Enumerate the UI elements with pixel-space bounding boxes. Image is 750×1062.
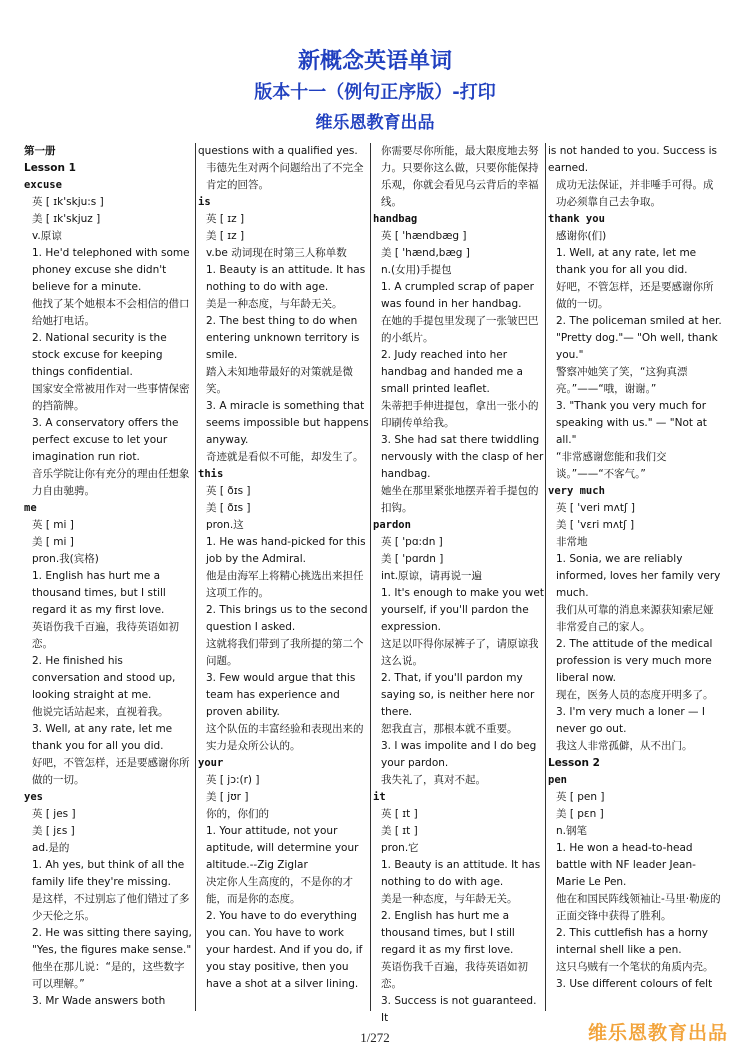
entry-line: 美 [ ɪt ] (381, 825, 418, 837)
entry-line: 英 [ jɔ:(r) ] (206, 774, 260, 786)
entry-line: 2. National security is the stock excuse for keeping things confidential. (32, 332, 167, 378)
entry-line: 1. English has hurt me a thousand times, but I still regard it as my first love. (32, 570, 166, 616)
entry-line: 我这人非常孤僻，从不出门。 (556, 740, 693, 752)
entry-line: 2. The attitude of the medical profession is very much more liberal now. (556, 638, 713, 684)
entry-line: 我失礼了，真对不起。 (381, 774, 486, 786)
entry-line: 好吧，不管怎样，还是要感谢你所做的一切。 (32, 757, 190, 786)
vocab-word: pardon (373, 519, 411, 531)
entry-line: 是这样，不过别忘了他们错过了多少天伦之乐。 (32, 893, 190, 922)
vocab-word: me (24, 502, 37, 514)
entry-line: 他是由海军上将精心挑选出来担任这项工作的。 (206, 570, 364, 599)
entry-line: 1. A crumpled scrap of paper was found in her handbag. (381, 281, 534, 310)
entry-line: 3. I was impolite and I do beg your pardon. (381, 740, 537, 769)
entry-line: 音乐学院让你有充分的理由任想象力自由驰骋。 (32, 468, 190, 497)
column-divider (370, 143, 371, 1011)
entry-line: 他在和国民阵线领袖让-马里·勒庞的正面交锋中获得了胜利。 (556, 893, 721, 922)
entry-line: 2. Judy reached into her handbag and handed me a small printed leaflet. (381, 349, 523, 395)
entry-line: n.钢笔 (556, 825, 587, 837)
entry-line: 英语伤我千百遍，我待英语如初恋。 (32, 621, 179, 650)
section-heading: Lesson 2 (548, 757, 600, 769)
entry-line: 美 [ ɪz ] (206, 230, 245, 242)
entry-line: 这只乌贼有一个笔状的角质内壳。 (556, 961, 714, 973)
entry-line: 现在，医务人员的态度开明多了。 (556, 689, 714, 701)
entry-line: ad.是的 (32, 842, 70, 854)
entry-line: 1. Beauty is an attitude. It has nothing to do with age. (381, 859, 541, 888)
entry-line: 好吧，不管怎样，还是要感谢你所做的一切。 (556, 281, 714, 310)
entry-line: 3. I'm very much a loner — I never go out. (556, 706, 705, 735)
entry-line: 美 [ jɛs ] (32, 825, 75, 837)
entry-line: pron.我(宾格) (32, 553, 99, 565)
entry-line: 1. He was hand-picked for this job by the Admiral. (206, 536, 366, 565)
entry-line: 他找了某个她根本不会相信的借口给她打电话。 (32, 298, 190, 327)
entry-line: 警察冲她笑了笑，“这狗真漂亮。”——“哦，谢谢。” (556, 366, 688, 395)
section-heading: Lesson 1 (24, 162, 76, 174)
entry-line: 美是一种态度，与年龄无关。 (206, 298, 343, 310)
entry-line: 英 [ 'hændbæg ] (381, 230, 467, 242)
document-subtitle: 版本十一（例句正序版）-打印 (254, 82, 496, 103)
entry-line: 她坐在那里紧张地摆弄着手提包的扣钩。 (381, 485, 539, 514)
entry-line: 非常地 (556, 536, 588, 548)
entry-line: 2. The best thing to do when entering unknown territory is smile. (206, 315, 360, 361)
entry-line: 2. The policeman smiled at her. "Pretty dog."— "Oh well, thank you." (556, 315, 722, 361)
entry-line: 3. Mr Wade answers both (32, 995, 166, 1007)
entry-line: 3. Well, at any rate, let me thank you for all you did. (32, 723, 173, 752)
entry-line: 英 [ jes ] (32, 808, 76, 820)
column-4 (548, 143, 722, 1013)
entry-line: 2. He finished his conversation and stood up, looking straight at me. (32, 655, 176, 701)
vocab-word: thank you (548, 213, 605, 225)
entry-line: 1. It's enough to make you wet yourself, if you'll pardon the expression. (381, 587, 544, 633)
entry-line: 这就将我们带到了我所提的第二个问题。 (206, 638, 364, 667)
entry-line: 2. This cuttlefish has a horny internal shell like a pen. (556, 927, 709, 956)
entry-line: 3. Use different colours of felt (556, 978, 713, 990)
entry-line: 1. Well, at any rate, let me thank you for all you did. (556, 247, 697, 276)
entry-line: 这足以吓得你尿裤子了，请原谅我这么说。 (381, 638, 539, 667)
entry-line: 美是一种态度，与年龄无关。 (381, 893, 518, 905)
entry-line: is not handed to you. Success is earned. (548, 145, 717, 174)
entry-line: 1. Your attitude, not your aptitude, will determine your altitude.--Zig Ziglar (206, 825, 359, 871)
entry-line: 3. A conservatory offers the perfect excuse to let your imagination run riot. (32, 417, 179, 463)
entry-line: 美 [ ɪk'skjuz ] (32, 213, 101, 225)
entry-line: 2. English has hurt me a thousand times, but I still regard it as my first love. (381, 910, 515, 956)
page-number: 1/272 (360, 1030, 390, 1045)
vocab-word: it (373, 791, 386, 803)
publisher-line: 维乐恩教育出品 (315, 113, 435, 133)
entry-line: 这个队伍的丰富经验和表现出来的实力是众所公认的。 (206, 723, 364, 752)
entry-line: int.原谅，请再说一遍 (381, 570, 483, 582)
entry-line: 英 [ ðɪs ] (206, 485, 251, 497)
column-1 (24, 143, 194, 1013)
entry-line: 在她的手提包里发现了一张皱巴巴的小纸片。 (381, 315, 539, 344)
entry-line: 你的，你们的 (206, 808, 269, 820)
entry-line: 2. He was sitting there saying, "Yes, the figures make sense." (32, 927, 192, 956)
entry-line: 恕我直言，那根本就不重要。 (381, 723, 518, 735)
entry-line: n.(女用)手提包 (381, 264, 452, 276)
entry-line: v.原谅 (32, 230, 62, 242)
entry-line: 美 [ mi ] (32, 536, 74, 548)
entry-line: 1. He won a head-to-head battle with NF leader Jean-Marie Le Pen. (556, 842, 696, 888)
entry-line: 他坐在那儿说：“是的，这些数字可以理解。” (32, 961, 185, 990)
entry-line: 英 [ ɪk'skju:s ] (32, 196, 104, 208)
entry-line: v.be 动词现在时第三人称单数 (206, 247, 347, 259)
watermark: 维乐恩教育出品 (588, 1022, 729, 1044)
entry-line: 3. Few would argue that this team has experience and proven ability. (206, 672, 356, 718)
column-3 (373, 143, 544, 1024)
entry-line: 2. This brings us to the second question I asked. (206, 604, 368, 633)
entry-line: 3. Success is not guaranteed. It (381, 995, 537, 1024)
entry-line: 美 [ pɛn ] (556, 808, 604, 820)
entry-line: 3. She had sat there twiddling nervously with the clasp of her handbag. (381, 434, 544, 480)
entry-line: 决定你人生高度的，不是你的才能，而是你的态度。 (206, 876, 353, 905)
entry-line: questions with a qualified yes. (198, 145, 358, 157)
entry-line: 奇迹就是看似不可能，却发生了。 (206, 451, 364, 463)
vocab-word: this (198, 468, 224, 480)
entry-line: 美 [ jʊr ] (206, 791, 249, 803)
entry-line: 韦德先生对两个问题给出了不完全肯定的回答。 (206, 162, 364, 191)
column-divider (195, 143, 196, 1011)
entry-line: 英 [ pen ] (556, 791, 605, 803)
entry-line: 3. "Thank you very much for speaking with us." — "Not at all." (556, 400, 707, 446)
entry-line: 英 [ ɪt ] (381, 808, 418, 820)
vocab-word: your (198, 757, 224, 769)
entry-line: 成功无法保证，并非唾手可得。成功必须靠自己去争取。 (556, 179, 714, 208)
entry-line: pron.这 (206, 519, 244, 531)
entry-line: 2. That, if you'll pardon my saying so, is neither here nor there. (381, 672, 535, 718)
entry-line: 1. Sonia, we are reliably informed, loves her family very much. (556, 553, 721, 599)
entry-line: 2. You have to do everything you can. You have to work your hardest. And if you do, if you stay positive, then you have a shot at a silver lining. (206, 910, 363, 990)
entry-line: 英 [ mi ] (32, 519, 74, 531)
entry-line: 英 [ 'veri mʌtʃ ] (556, 502, 635, 514)
vocab-word: pen (548, 774, 567, 786)
entry-line: 美 [ ðɪs ] (206, 502, 251, 514)
entry-line: 朱蒂把手伸进提包，拿出一张小的印刷传单给我。 (381, 400, 539, 429)
entry-line: 1. Beauty is an attitude. It has nothing to do with age. (206, 264, 366, 293)
entry-line: pron.它 (381, 842, 419, 854)
entry-line: 美 [ 'vɛri mʌtʃ ] (556, 519, 635, 531)
entry-line: 美 [ 'pɑrdn ] (381, 553, 444, 565)
document-title: 新概念英语单词 (297, 49, 452, 74)
entry-line: 感谢你(们) (556, 230, 607, 242)
entry-line: 3. A miracle is something that seems impossible but happens anyway. (206, 400, 369, 446)
entry-line: 英 [ ɪz ] (206, 213, 245, 225)
entry-line: “非常感谢您能和我们交谈。”——“不客气。” (556, 451, 667, 480)
entry-line: 我们从可靠的消息来源获知索尼娅非常爱自己的家人。 (556, 604, 714, 633)
entry-line: 国家安全常被用作对一些事情保密的挡箭牌。 (32, 383, 190, 412)
entry-line: 你需要尽你所能，最大限度地去努力。只要你这么做，只要你能保持乐观，你就会看见乌云背后的幸福线。 (381, 145, 539, 208)
vocab-word: handbag (373, 213, 418, 225)
column-2 (198, 143, 369, 1013)
column-divider (545, 143, 546, 1011)
entry-line: 1. He'd telephoned with some phoney excuse she didn't believe for a minute. (32, 247, 190, 293)
vocab-word: very much (548, 485, 605, 497)
vocab-word: excuse (24, 179, 62, 191)
entry-line: 美 [ 'hænd,bæg ] (381, 247, 470, 259)
entry-line: 英语伤我千百遍，我待英语如初恋。 (381, 961, 528, 990)
vocab-word: is (198, 196, 211, 208)
entry-line: 1. Ah yes, but think of all the family life they're missing. (32, 859, 185, 888)
entry-line: 他说完话站起来，直视着我。 (32, 706, 169, 718)
vocab-word: yes (24, 791, 43, 803)
section-heading: 第一册 (24, 145, 56, 157)
entry-line: 英 [ 'pɑ:dn ] (381, 536, 443, 548)
entry-line: 踏入未知地带最好的对策就是微笑。 (206, 366, 353, 395)
